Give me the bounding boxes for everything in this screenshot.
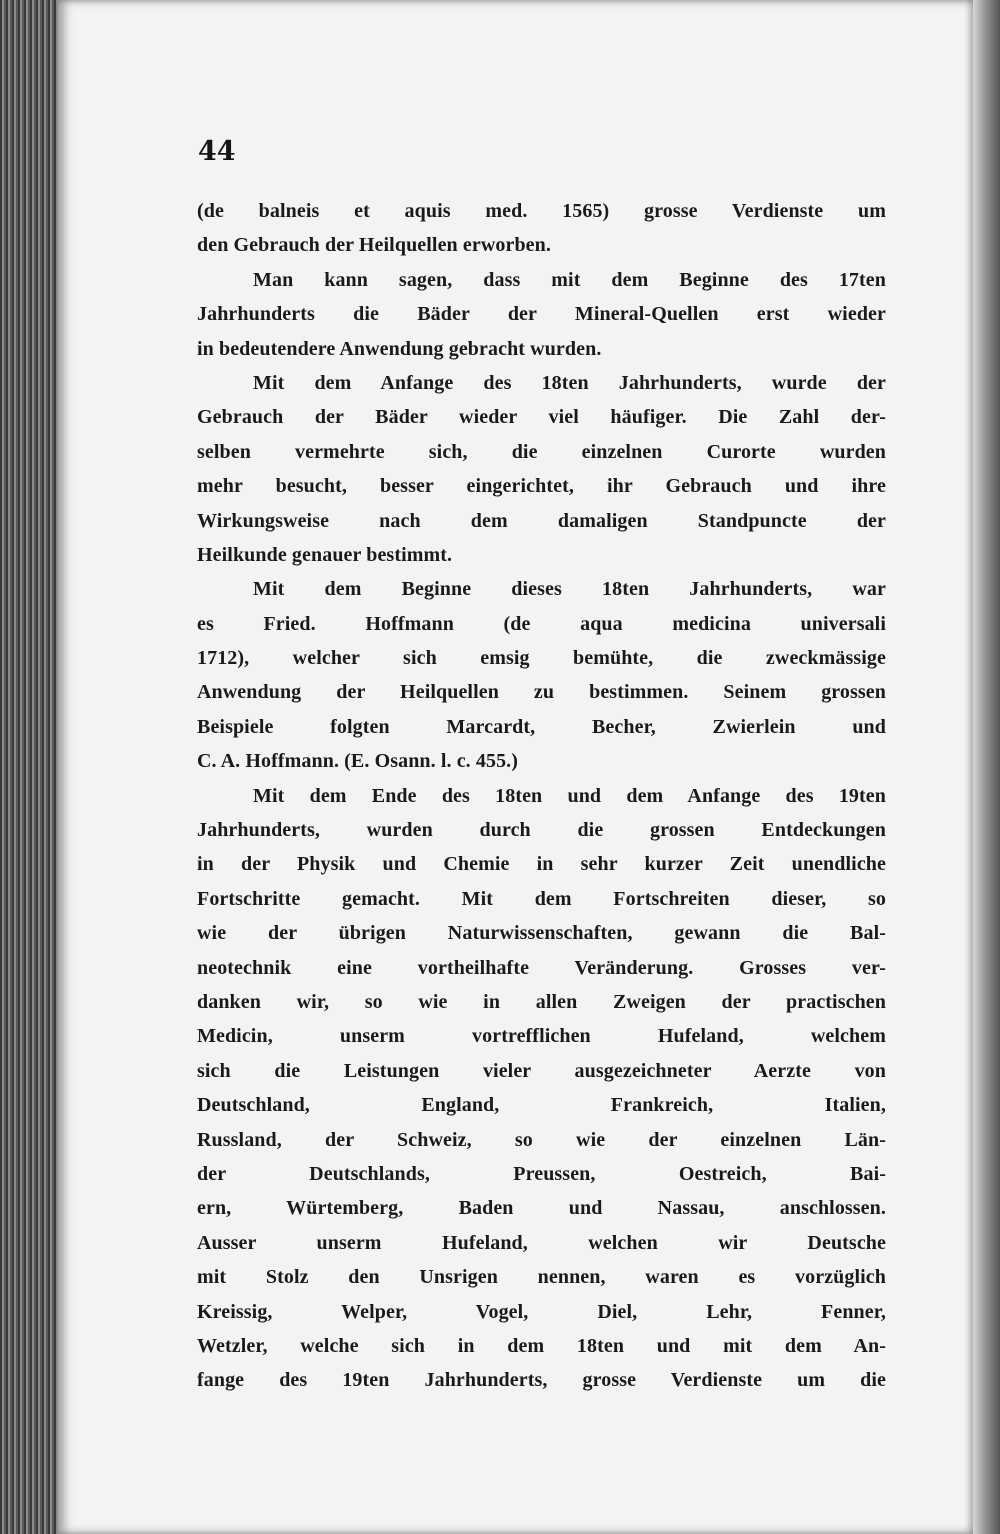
text-line: ern, Würtemberg, Baden und Nassau, anschlossen. (197, 1197, 886, 1220)
text-line: Ausser unserm Hufeland, welchen wir Deutsche (197, 1231, 886, 1254)
book-page-edge-right (973, 0, 1000, 1534)
text-line: mit Stolz den Unsrigen nennen, waren es vorzüglich (197, 1266, 886, 1289)
text-line: Mit dem Ende des 18ten und dem Anfange des 19ten (253, 784, 886, 807)
text-line: Kreissig, Welper, Vogel, Diel, Lehr, Fenner, (197, 1300, 886, 1323)
text-line: wie der übrigen Naturwissenschaften, gewann die Bal- (197, 922, 886, 945)
text-line: sich die Leistungen vieler ausgezeichneter Aerzte von (197, 1059, 886, 1082)
text-line: Anwendung der Heilquellen zu bestimmen. Seinem grossen (197, 681, 886, 704)
text-line: Wirkungsweise nach dem damaligen Standpuncte der (197, 509, 886, 532)
text-line: (de balneis et aquis med. 1565) grosse Verdienste um (197, 200, 886, 222)
text-line: danken wir, so wie in allen Zweigen der practischen (197, 990, 886, 1013)
book-page-edges-left (0, 0, 62, 1534)
text-line: Mit dem Anfange des 18ten Jahrhunderts, wurde der (253, 371, 886, 394)
text-line: Beispiele folgten Marcardt, Becher, Zwierlein und (197, 715, 886, 738)
body-text (197, 200, 886, 1404)
text-line: Wetzler, welche sich in dem 18ten und mit dem An- (197, 1334, 886, 1357)
text-line: Gebrauch der Bäder wieder viel häufiger. Die Zahl der- (197, 406, 886, 429)
text-line: in der Physik und Chemie in sehr kurzer Zeit unendliche (197, 853, 886, 876)
text-line: Mit dem Beginne dieses 18ten Jahrhunderts, war (253, 578, 886, 601)
text-line: Man kann sagen, dass mit dem Beginne des 17ten (253, 268, 886, 291)
text-line: den Gebrauch der Heilquellen erworben. (197, 234, 551, 257)
text-line: 1712), welcher sich emsig bemühte, die zweckmässige (197, 647, 886, 670)
text-line: Fortschritte gemacht. Mit dem Fortschreiten dieser, so (197, 887, 886, 910)
text-line: C. A. Hoffmann. (E. Osann. l. c. 455.) (197, 750, 519, 773)
text-line: Jahrhunderts, wurden durch die grossen Entdeckungen (197, 819, 886, 842)
text-line: Heilkunde genauer bestimmt. (197, 543, 453, 566)
page-number: 44 (198, 136, 236, 167)
text-line: fange des 19ten Jahrhunderts, grosse Verdienste um die (197, 1369, 886, 1392)
text-line: Deutschland, England, Frankreich, Italien, (197, 1094, 886, 1117)
text-line: mehr besucht, besser eingerichtet, ihr Gebrauch und ihre (197, 475, 886, 498)
text-line: es Fried. Hoffmann (de aqua medicina universali (197, 612, 886, 635)
text-line: Medicin, unserm vortrefflichen Hufeland, welchem (197, 1025, 886, 1048)
text-line: selben vermehrte sich, die einzelnen Curorte wurden (197, 440, 886, 463)
text-line: der Deutschlands, Preussen, Oestreich, Bai- (197, 1162, 886, 1185)
text-line: neotechnik eine vortheilhafte Veränderung. Grosses ver- (197, 956, 886, 979)
text-line: Jahrhunderts die Bäder der Mineral-Quellen erst wieder (197, 303, 886, 326)
text-line: in bedeutendere Anwendung gebracht wurden. (197, 337, 602, 360)
text-line: Russland, der Schweiz, so wie der einzelnen Län- (197, 1128, 886, 1151)
